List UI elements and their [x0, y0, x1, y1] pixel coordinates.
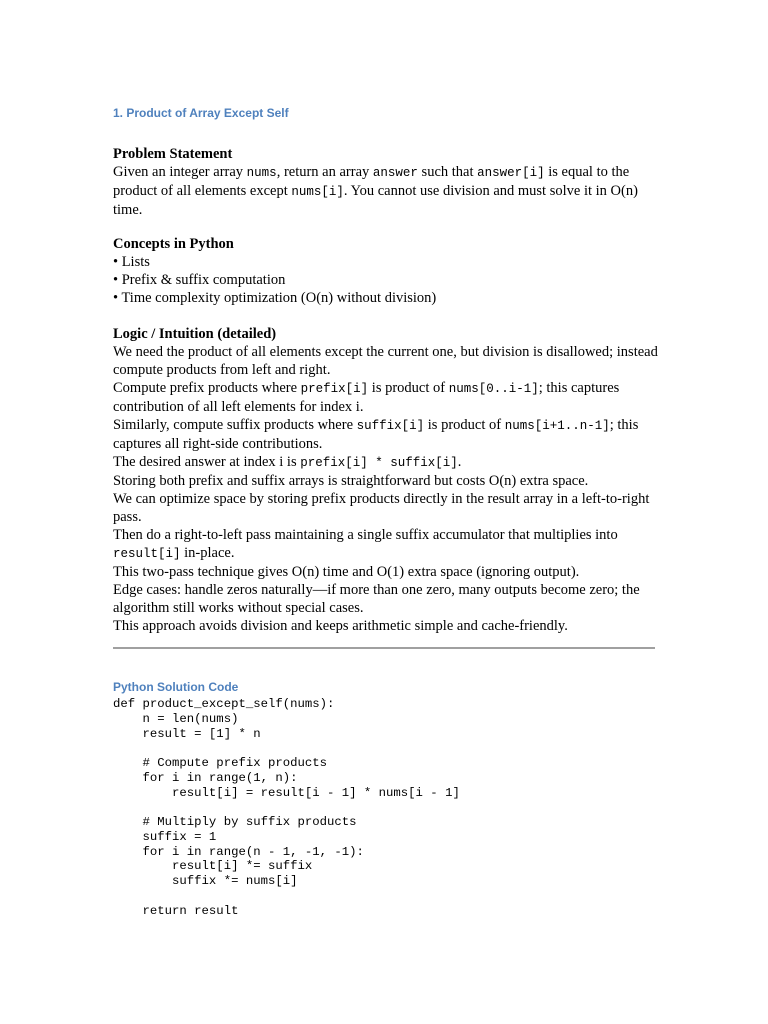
concepts-heading: Concepts in Python — [113, 236, 234, 252]
text-run: is product of — [424, 417, 505, 433]
logic-section — [113, 325, 658, 635]
document-title: 1. Product of Array Except Self — [113, 106, 289, 120]
text-run: Compute prefix products where — [113, 380, 301, 396]
horizontal-divider — [113, 647, 655, 649]
text-run: in-place. — [180, 545, 235, 561]
problem-statement-text — [113, 163, 658, 219]
solution-code-block: def product_except_self(nums): n = len(nums) result = [1] * n # Compute prefix products for i in range(1, n): result[i] = result[i - 1] * nums[i - 1] # Multiply by suffix products suffix = 1 for i in range(n - 1, -1, -1): result[i] *= suffix suffix *= nums[i] return result — [113, 697, 460, 918]
text-run: ; this captures contribution of all left elements for index i. — [113, 380, 620, 415]
text-run: Similarly, compute suffix products where — [113, 417, 357, 433]
text-run: The desired answer at index i is — [113, 454, 301, 470]
inline-code: nums[i] — [291, 185, 344, 199]
text-run: such that — [417, 164, 478, 180]
inline-code: suffix[i] — [356, 419, 425, 433]
logic-line — [113, 453, 658, 472]
logic-line: Edge cases: handle zeros naturally—if more than one zero, many outputs become zero; the algorithm still works without special cases. — [113, 582, 640, 616]
concept-item: • Prefix & suffix computation — [113, 272, 286, 288]
inline-code: prefix[i] — [300, 382, 369, 396]
text-run: ; this captures all right-side contributions. — [113, 417, 639, 452]
inline-code: nums[0..i-1] — [448, 382, 539, 396]
text-run: . You cannot use division and must solve it in O(n) time. — [113, 183, 638, 218]
solution-heading: Python Solution Code — [113, 680, 239, 694]
logic-line — [113, 526, 658, 563]
logic-line — [113, 416, 658, 453]
logic-line: We need the product of all elements except the current one, but division is disallowed; instead compute products from left and right. — [113, 344, 658, 378]
inline-code: prefix[i] * suffix[i] — [300, 456, 458, 470]
inline-code: answer — [372, 166, 418, 180]
logic-line — [113, 379, 658, 416]
inline-code: nums[i+1..n-1] — [504, 419, 610, 433]
text-run: Then do a right-to-left pass maintaining a single suffix accumulator that multiplies into — [113, 527, 618, 543]
logic-line: Storing both prefix and suffix arrays is straightforward but costs O(n) extra space. — [113, 473, 589, 489]
logic-line: This two-pass technique gives O(n) time and O(1) extra space (ignoring output). — [113, 564, 580, 580]
text-run: Given an integer array — [113, 164, 247, 180]
problem-statement-heading: Problem Statement — [113, 146, 233, 162]
logic-heading: Logic / Intuition (detailed) — [113, 326, 277, 342]
text-run: is equal to the product of all elements except — [113, 164, 630, 199]
concept-item: • Time complexity optimization (O(n) without division) — [113, 290, 437, 306]
inline-code: answer[i] — [477, 166, 545, 180]
problem-statement-section — [113, 145, 658, 219]
logic-line: This approach avoids division and keeps arithmetic simple and cache-friendly. — [113, 618, 568, 634]
inline-code: result[i] — [113, 547, 181, 561]
concepts-section — [113, 235, 658, 307]
text-run: , return an array — [276, 164, 373, 180]
concept-item: • Lists — [113, 254, 150, 270]
logic-line: We can optimize space by storing prefix products directly in the result array in a left-to-right pass. — [113, 491, 650, 525]
text-run: is product of — [368, 380, 449, 396]
text-run: . — [457, 454, 462, 470]
inline-code: nums — [246, 166, 277, 180]
